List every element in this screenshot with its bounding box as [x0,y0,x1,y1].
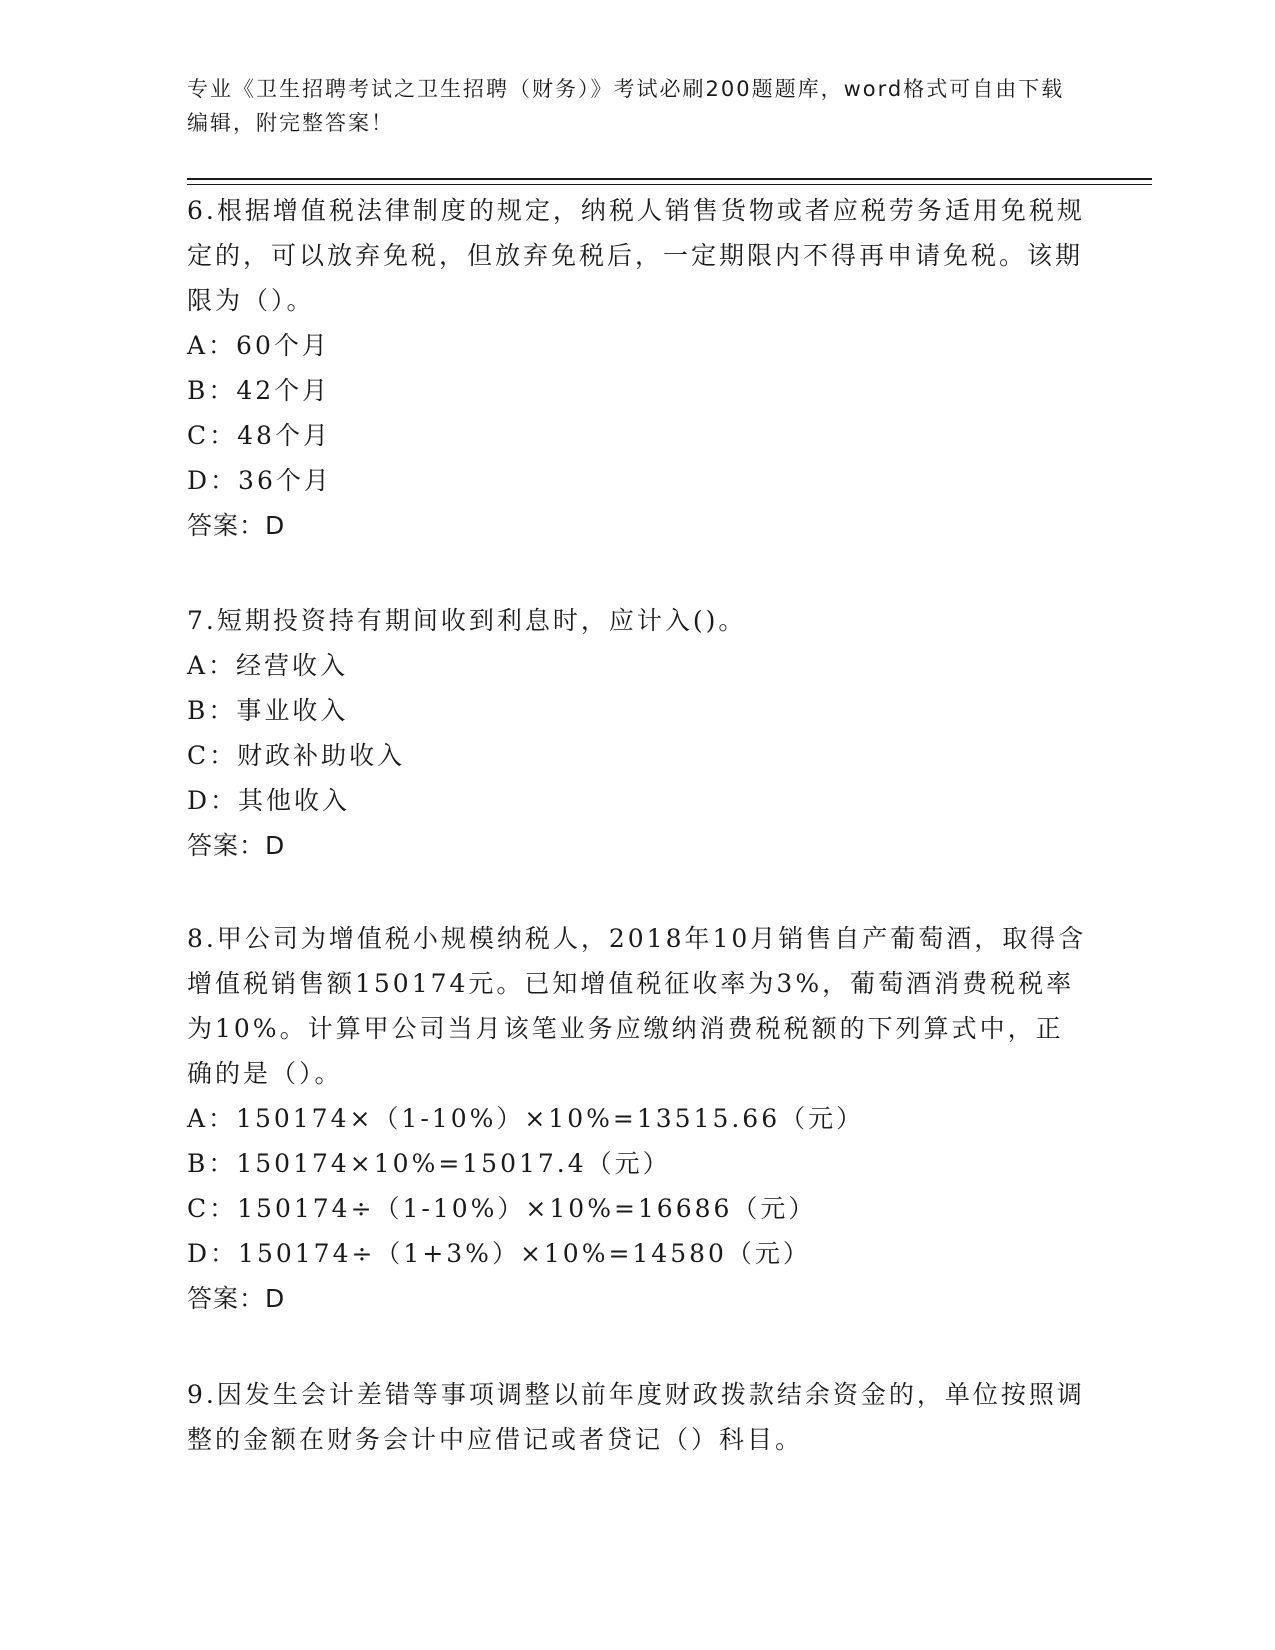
option-c: C：150174÷（1-10%）×10%=16686（元） [187,1194,817,1223]
question-7 [187,598,1087,868]
answer: 答案：D [187,511,286,540]
option-c: C：财政补助收入 [187,741,406,770]
question-stem: 9.因发生会计差错等事项调整以前年度财政拨款结余资金的，单位按照调整的金额在财务会计中应借记或者贷记（）科目。 [187,1380,1085,1454]
question-6 [187,188,1087,548]
document-header: 专业《卫生招聘考试之卫生招聘（财务）》考试必刷200题题库，word格式可自由下载编辑，附完整答案！ [187,77,1065,135]
option-d: D：其他收入 [187,786,351,815]
question-stem: 7.短期投资持有期间收到利息时，应计入()。 [187,606,747,635]
option-d: D：36个月 [187,466,332,495]
option-b: B：150174×10%=15017.4（元） [187,1149,671,1178]
answer: 答案：D [187,831,286,860]
option-a: A：150174×（1-10%）×10%=13515.66（元） [187,1104,865,1133]
option-d: D：150174÷（1+3%）×10%=14580（元） [187,1239,811,1268]
question-stem: 6.根据增值税法律制度的规定，纳税人销售货物或者应税劳务适用免税规定的，可以放弃免税，但放弃免税后，一定期限内不得再申请免税。该期限为（）。 [187,196,1085,315]
header-rule-thin [187,184,1152,185]
header-rule-thick [187,178,1152,180]
question-stem: 8.甲公司为增值税小规模纳税人，2018年10月销售自产葡萄酒，取得含增值税销售额150174元。已知增值税征收率为3%，葡萄酒消费税税率为10%。计算甲公司当月该笔业务应缴纳消费税税额的下列算式中，正确的是（）。 [187,924,1087,1088]
option-b: B：42个月 [187,376,331,405]
question-8 [187,916,1087,1321]
option-a: A：60个月 [187,331,330,360]
answer: 答案：D [187,1284,286,1313]
option-c: C：48个月 [187,421,331,450]
option-a: A：经营收入 [187,651,349,680]
question-9 [187,1372,1087,1462]
option-b: B：事业收入 [187,696,349,725]
